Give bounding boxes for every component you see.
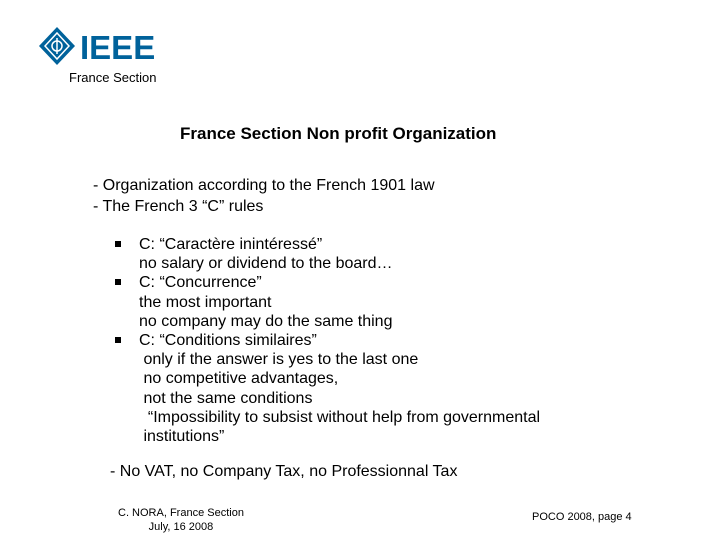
footer-author-name: C. NORA, France Section [118,507,244,519]
intro-line: - The French 3 “C” rules [93,198,264,215]
bullet-line: institutions” [139,428,225,446]
intro-line: - Organization according to the French 1901 law [93,177,435,194]
bullet-line: the most important [139,293,272,311]
bullet-line: no competitive advantages, [139,370,339,388]
bullet-line: C: “Concurrence” [139,274,262,292]
footer-date: July, 16 2008 [148,521,214,533]
bullet-line: C: “Caractère inintéressé” [139,236,323,253]
bullet-square-icon [115,337,121,343]
footer-author [118,506,244,534]
ieee-diamond-icon [39,27,75,65]
list-item [115,273,540,331]
intro-lines [93,175,435,217]
list-item [115,235,540,273]
bullet-line: only if the answer is yes to the last one [139,351,419,369]
ieee-logo-text: IEEE [80,29,156,66]
bullet-square-icon [115,241,121,247]
bullet-line: no salary or dividend to the board… [139,255,393,273]
page-title: France Section Non profit Organization [180,124,497,143]
list-item [115,331,540,446]
bullet-line: no company may do the same thing [139,312,393,330]
bullet-line: “Impossibility to subsist without help from governmental [139,408,541,426]
ieee-logo [38,26,168,66]
bullet-square-icon [115,279,121,285]
rules-list [115,235,540,446]
footer-page-info: POCO 2008, page 4 [532,511,632,523]
section-label: France Section [69,70,157,85]
bullet-line: C: “Conditions similaires” [139,332,317,350]
tax-line: - No VAT, no Company Tax, no Professionnal Tax [110,463,458,480]
bullet-line: not the same conditions [139,389,313,407]
